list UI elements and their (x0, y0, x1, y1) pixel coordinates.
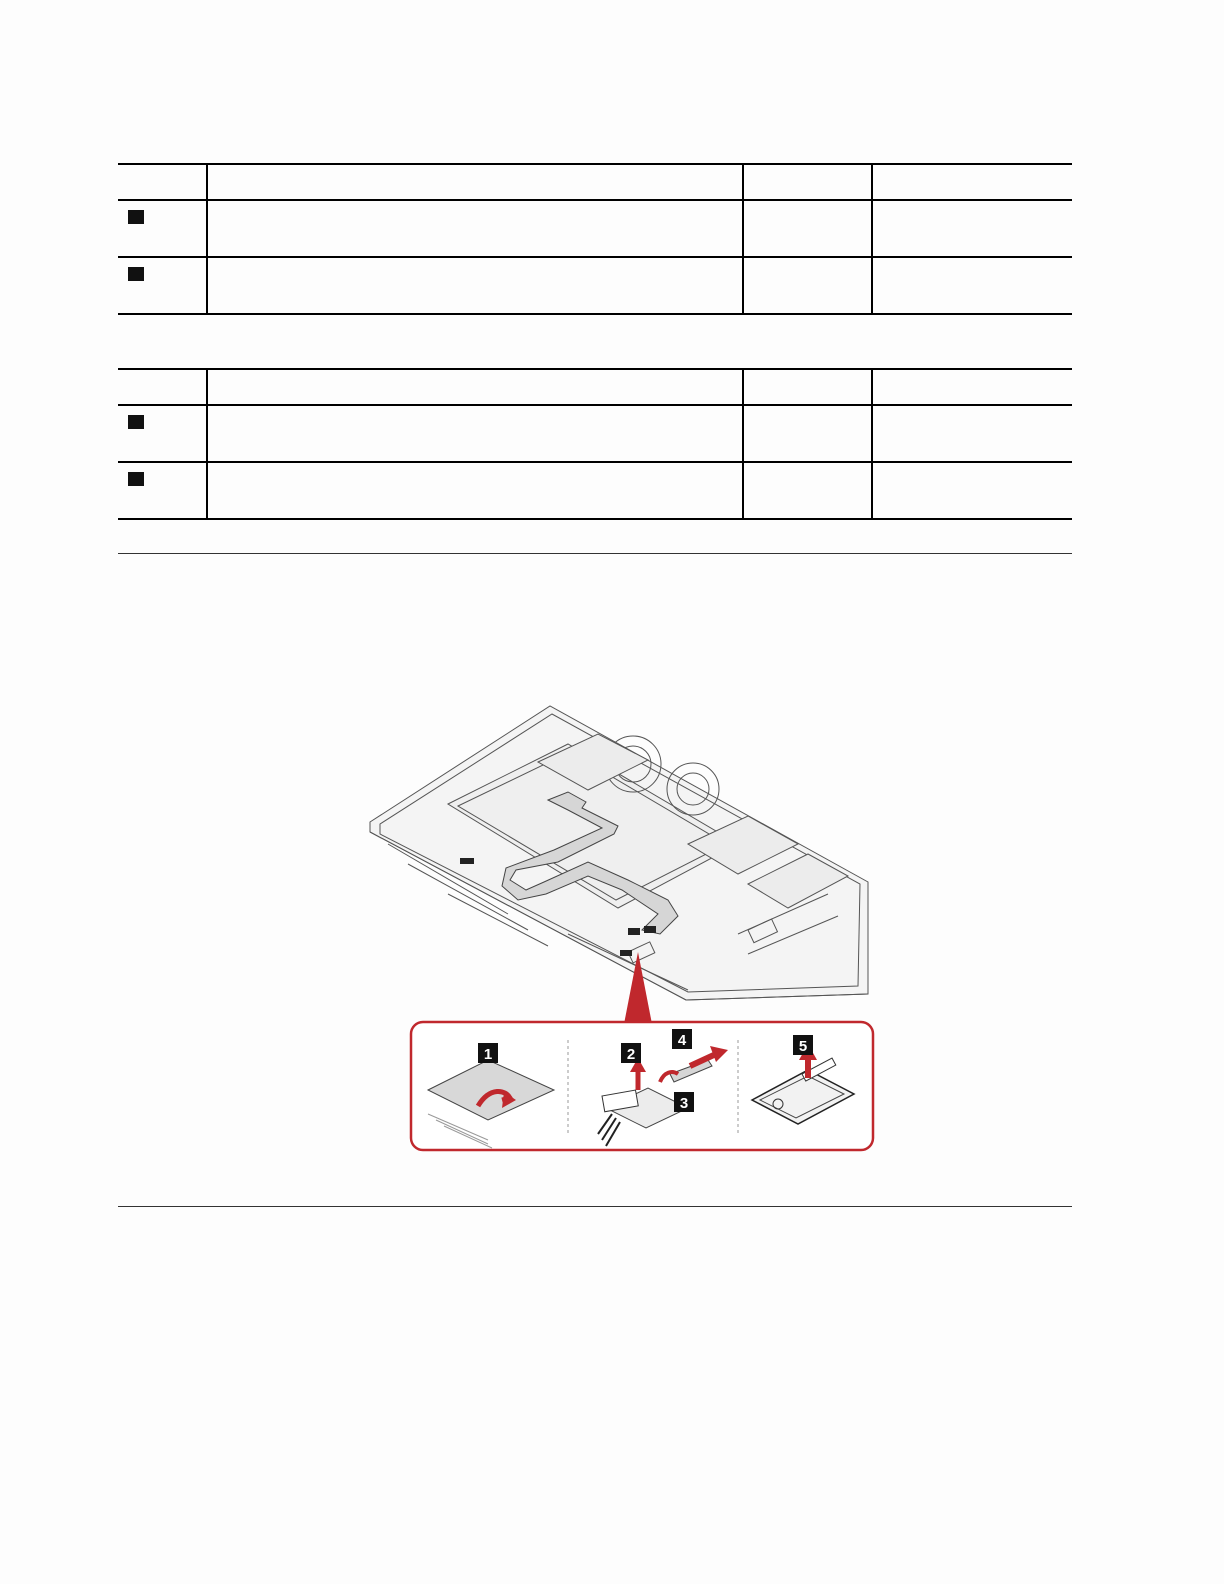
table-header-row (118, 369, 1072, 405)
table-row (118, 405, 1072, 462)
callout-marker-2 (128, 267, 144, 281)
svg-text:1: 1 (483, 1046, 493, 1063)
section-divider-top (118, 553, 1072, 554)
table-header-row (118, 164, 1072, 200)
step-label-1 (478, 1043, 498, 1063)
step-label-5 (793, 1035, 813, 1055)
laptop-base-drawing (370, 706, 868, 1000)
table-row (118, 257, 1072, 314)
screw-table-2 (118, 368, 1072, 520)
step-label-4 (672, 1029, 692, 1049)
removal-illustration (268, 694, 918, 1170)
table-row (118, 200, 1072, 257)
callout-marker-1 (128, 210, 144, 224)
screw-table-1 (118, 163, 1072, 315)
svg-text:2: 2 (626, 1046, 636, 1063)
step-label-3 (674, 1092, 694, 1112)
callout-marker-1 (128, 415, 144, 429)
svg-text:4: 4 (677, 1032, 687, 1049)
illustration-svg (268, 694, 918, 1170)
step-label-2 (621, 1043, 641, 1063)
table-row (118, 462, 1072, 519)
svg-text:5: 5 (798, 1038, 808, 1055)
callout-marker-2 (128, 472, 144, 486)
svg-text:3: 3 (679, 1095, 689, 1112)
section-divider-bottom (118, 1206, 1072, 1207)
